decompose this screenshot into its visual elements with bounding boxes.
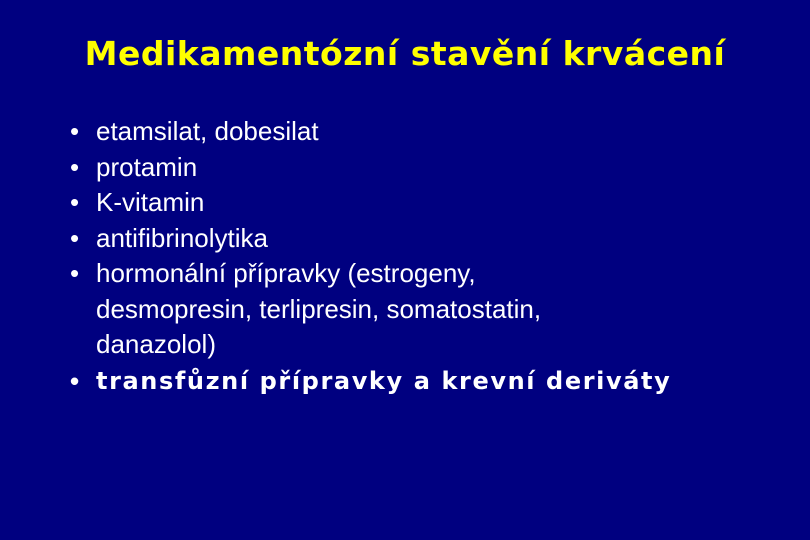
list-item-protamin <box>70 150 790 186</box>
list-item-text-line-2: desmopresin, terlipresin, somatostatin, <box>96 293 542 324</box>
list-item-antifibrinolytika <box>70 221 790 257</box>
list-item-text: K-vitamin <box>96 187 205 217</box>
bullet-list <box>70 114 790 399</box>
list-item-text-line-3: danazolol) <box>96 329 216 359</box>
list-item-text: antifibrinolytika <box>96 222 268 253</box>
list-item-hormonalni-pripravky <box>70 256 790 363</box>
list-item-text: protamin <box>96 151 198 182</box>
list-item-k-vitamin <box>70 185 790 221</box>
slide-title: Medikamentózní stavění krvácení <box>84 34 726 73</box>
bullet-icon: • <box>70 116 80 146</box>
bullet-icon: • <box>70 187 80 217</box>
list-item-transfuzni-pripravky <box>70 363 790 399</box>
list-item-text: etamsilat, dobesilat <box>96 116 319 146</box>
list-item-text: transfůzní přípravky a krevní deriváty <box>96 366 672 395</box>
list-item-text-line-1: hormonální přípravky (estrogeny, <box>96 258 476 288</box>
bullet-icon: • <box>70 365 80 396</box>
bullet-icon: • <box>70 151 80 182</box>
bullet-icon: • <box>70 258 80 288</box>
bullet-icon: • <box>70 222 80 253</box>
list-item-etamsilat <box>70 114 790 150</box>
